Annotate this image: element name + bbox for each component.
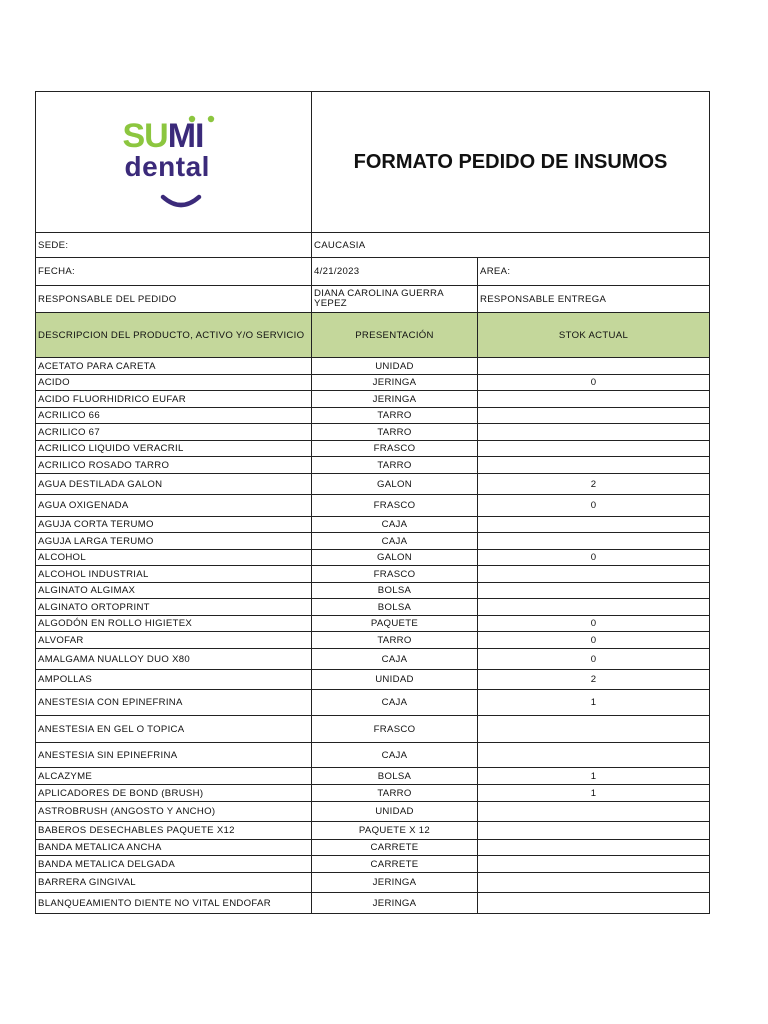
table-row (36, 550, 710, 566)
product-stock[interactable] (478, 358, 710, 375)
product-presentation: PAQUETE X 12 (312, 822, 478, 840)
product-stock[interactable] (478, 856, 710, 873)
table-row (36, 583, 710, 599)
table-row (36, 856, 710, 873)
product-description: ACETATO PARA CARETA (36, 358, 312, 375)
order-form-sheet (35, 91, 709, 914)
table-row (36, 517, 710, 533)
product-presentation: BOLSA (312, 599, 478, 616)
product-description: AGUA DESTILADA GALON (36, 474, 312, 495)
responsable-value[interactable]: DIANA CAROLINA GUERRA YEPEZ (312, 286, 478, 313)
product-description: ACIDO FLUORHIDRICO EUFAR (36, 391, 312, 408)
product-presentation: CARRETE (312, 840, 478, 856)
table-row (36, 649, 710, 670)
product-stock[interactable] (478, 566, 710, 583)
product-presentation: JERINGA (312, 873, 478, 893)
product-presentation: FRASCO (312, 441, 478, 457)
table-row (36, 670, 710, 690)
product-presentation: JERINGA (312, 375, 478, 391)
table-row (36, 690, 710, 716)
product-presentation: TARRO (312, 457, 478, 474)
product-stock[interactable] (478, 716, 710, 743)
product-description: ALVOFAR (36, 632, 312, 649)
product-stock[interactable]: 0 (478, 649, 710, 670)
product-stock[interactable] (478, 408, 710, 424)
table-row (36, 457, 710, 474)
product-description: BABEROS DESECHABLES PAQUETE X12 (36, 822, 312, 840)
product-presentation: CAJA (312, 649, 478, 670)
column-header-presentation: PRESENTACIÓN (312, 313, 478, 358)
product-stock[interactable]: 0 (478, 495, 710, 517)
product-stock[interactable] (478, 802, 710, 822)
table-row (36, 599, 710, 616)
table-row (36, 441, 710, 457)
table-row (36, 408, 710, 424)
product-description: ALCOHOL (36, 550, 312, 566)
product-presentation: PAQUETE (312, 616, 478, 632)
sumi-dental-logo (119, 111, 229, 211)
product-description: AGUA OXIGENADA (36, 495, 312, 517)
product-stock[interactable]: 1 (478, 785, 710, 802)
product-presentation: CARRETE (312, 856, 478, 873)
product-description: ALGODÓN EN ROLLO HIGIETEX (36, 616, 312, 632)
product-description: ACRILICO LIQUIDO VERACRIL (36, 441, 312, 457)
product-presentation: BOLSA (312, 768, 478, 785)
table-row (36, 424, 710, 441)
product-stock[interactable]: 0 (478, 616, 710, 632)
table-row (36, 768, 710, 785)
table-row (36, 474, 710, 495)
product-description: APLICADORES DE BOND (BRUSH) (36, 785, 312, 802)
table-row (36, 873, 710, 893)
product-stock[interactable] (478, 822, 710, 840)
product-stock[interactable] (478, 840, 710, 856)
table-row (36, 632, 710, 649)
product-description: ACRILICO 66 (36, 408, 312, 424)
table-row (36, 533, 710, 550)
product-presentation: CAJA (312, 690, 478, 716)
product-stock[interactable] (478, 743, 710, 768)
table-row (36, 840, 710, 856)
product-stock[interactable] (478, 533, 710, 550)
sede-label: SEDE: (36, 233, 312, 258)
table-row (36, 616, 710, 632)
product-description: BLANQUEAMIENTO DIENTE NO VITAL ENDOFAR (36, 893, 312, 914)
product-stock[interactable]: 0 (478, 375, 710, 391)
product-presentation: UNIDAD (312, 802, 478, 822)
product-presentation: FRASCO (312, 716, 478, 743)
logo-text-top: SUMI (122, 116, 204, 155)
product-description: AMPOLLAS (36, 670, 312, 690)
fecha-label: FECHA: (36, 258, 312, 286)
product-description: ANESTESIA EN GEL O TOPICA (36, 716, 312, 743)
product-description: ASTROBRUSH (ANGOSTO Y ANCHO) (36, 802, 312, 822)
product-stock[interactable]: 2 (478, 670, 710, 690)
product-presentation: JERINGA (312, 391, 478, 408)
product-stock[interactable]: 0 (478, 550, 710, 566)
table-row (36, 391, 710, 408)
table-row (36, 358, 710, 375)
table-row (36, 743, 710, 768)
product-presentation: TARRO (312, 408, 478, 424)
product-presentation: FRASCO (312, 566, 478, 583)
product-stock[interactable] (478, 391, 710, 408)
product-description: BANDA METALICA DELGADA (36, 856, 312, 873)
logo-text-bottom: dental (124, 150, 210, 182)
product-presentation: BOLSA (312, 583, 478, 599)
table-row (36, 785, 710, 802)
product-description: AMALGAMA NUALLOY DUO X80 (36, 649, 312, 670)
product-description: BANDA METALICA ANCHA (36, 840, 312, 856)
product-description: ACIDO (36, 375, 312, 391)
product-presentation: UNIDAD (312, 670, 478, 690)
product-stock[interactable]: 1 (478, 768, 710, 785)
entrega-label: RESPONSABLE ENTREGA (478, 286, 710, 313)
product-description: AGUJA LARGA TERUMO (36, 533, 312, 550)
order-form-table (35, 91, 710, 914)
logo-cell (36, 92, 312, 233)
product-description: ANESTESIA CON EPINEFRINA (36, 690, 312, 716)
product-description: BARRERA GINGIVAL (36, 873, 312, 893)
product-description: ANESTESIA SIN EPINEFRINA (36, 743, 312, 768)
product-presentation: JERINGA (312, 893, 478, 914)
product-presentation: CAJA (312, 517, 478, 533)
product-presentation: GALON (312, 550, 478, 566)
page-title: FORMATO PEDIDO DE INSUMOS (312, 92, 710, 233)
product-presentation: FRASCO (312, 495, 478, 517)
column-header-description: DESCRIPCION DEL PRODUCTO, ACTIVO Y/O SERVICIO (36, 313, 312, 358)
product-description: ACRILICO ROSADO TARRO (36, 457, 312, 474)
product-presentation: TARRO (312, 785, 478, 802)
table-row (36, 495, 710, 517)
table-row (36, 566, 710, 583)
product-stock[interactable] (478, 583, 710, 599)
product-presentation: GALON (312, 474, 478, 495)
product-presentation: CAJA (312, 533, 478, 550)
product-stock[interactable] (478, 873, 710, 893)
table-row (36, 893, 710, 914)
sede-value[interactable]: CAUCASIA (312, 233, 710, 258)
responsable-label: RESPONSABLE DEL PEDIDO (36, 286, 312, 313)
column-header-stock: STOK ACTUAL (478, 313, 710, 358)
table-row (36, 716, 710, 743)
area-label: AREA: (478, 258, 710, 286)
product-description: ALGINATO ALGIMAX (36, 583, 312, 599)
fecha-value[interactable]: 4/21/2023 (312, 258, 478, 286)
product-stock[interactable] (478, 424, 710, 441)
product-presentation: CAJA (312, 743, 478, 768)
table-row (36, 802, 710, 822)
product-stock[interactable]: 1 (478, 690, 710, 716)
product-description: ALGINATO ORTOPRINT (36, 599, 312, 616)
product-description: AGUJA CORTA TERUMO (36, 517, 312, 533)
product-stock[interactable]: 0 (478, 632, 710, 649)
product-presentation: UNIDAD (312, 358, 478, 375)
product-description: ALCOHOL INDUSTRIAL (36, 566, 312, 583)
product-presentation: TARRO (312, 632, 478, 649)
product-presentation: TARRO (312, 424, 478, 441)
product-description: ALCAZYME (36, 768, 312, 785)
product-stock[interactable] (478, 599, 710, 616)
product-stock[interactable] (478, 457, 710, 474)
table-row (36, 375, 710, 391)
product-stock[interactable] (478, 517, 710, 533)
product-stock[interactable] (478, 893, 710, 914)
product-stock[interactable] (478, 441, 710, 457)
table-row (36, 822, 710, 840)
product-description: ACRILICO 67 (36, 424, 312, 441)
product-stock[interactable]: 2 (478, 474, 710, 495)
